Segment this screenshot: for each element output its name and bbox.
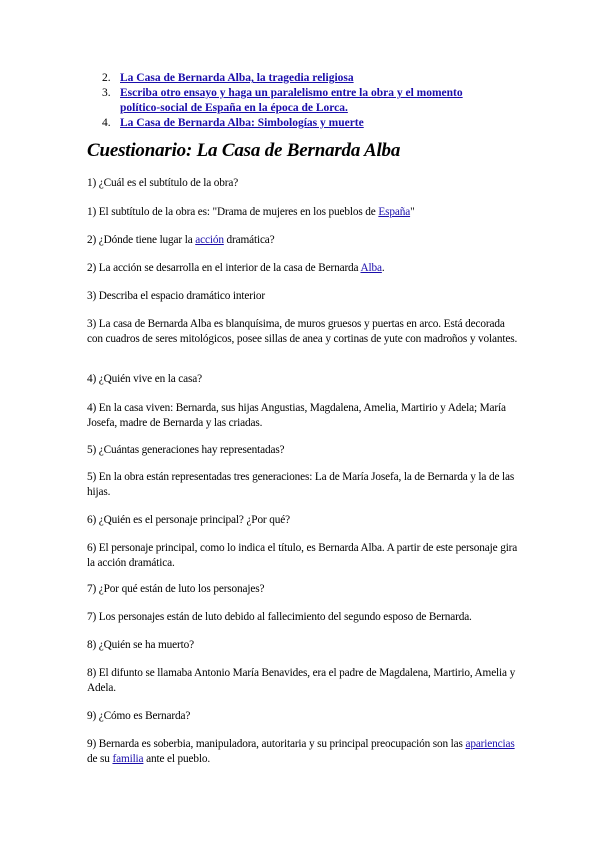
essay-link-paralelismo[interactable]: Escriba otro ensayo y haga un paralelismo entre la obra y el momento político-social de España en la época de Lorca. [120,87,463,114]
answer-9 [87,737,522,766]
list-number: 3. [102,87,111,99]
question-5: 5) ¿Cuántas generaciones hay representadas? [87,444,285,456]
link-accion[interactable]: acción [195,234,224,246]
answer-4: 4) En la casa viven: Bernarda, sus hijas Angustias, Magdalena, Amelia, Martirio y Adela; María Josefa, madre de Bernarda y las criadas. [87,402,506,429]
answer-text: ante el pueblo. [143,752,211,765]
question-4: 4) ¿Quién vive en la casa? [87,373,202,385]
list-number: 4. [102,117,111,129]
page-title: Cuestionario: La Casa de Bernarda Alba [87,140,401,161]
link-familia[interactable]: familia [112,752,144,765]
list-item [102,86,502,116]
question-1: 1) ¿Cuál es el subtítulo de la obra? [87,177,239,189]
answer-text: " [410,206,415,218]
essay-link-simbologias[interactable]: La Casa de Bernarda Alba: Simbologías y muerte [120,117,364,129]
question-9: 9) ¿Cómo es Bernarda? [87,710,191,722]
question-7: 7) ¿Por qué están de luto los personajes? [87,583,265,595]
answer-7: 7) Los personajes están de luto debido al fallecimiento del segundo esposo de Bernarda. [87,611,472,623]
answer-text: . [381,262,385,274]
list-item [102,116,502,131]
answer-text: 2) La acción se desarrolla en el interior de la casa de Bernarda [87,262,361,274]
answer-6: 6) El personaje principal, como lo indica el título, es Bernarda Alba. A partir de este personaje gira la acción dramática. [87,542,518,569]
answer-text: 1) El subtítulo de la obra es: "Drama de mujeres en los pueblos de [87,206,379,218]
answer-text: 9) Bernarda es soberbia, manipuladora, autoritaria y su principal preocupación son las [87,738,466,750]
question-3: 3) Describa el espacio dramático interior [87,290,265,302]
answer-5: 5) En la obra están representadas tres generaciones: La de María Josefa, la de Bernarda y la de las hijas. [87,471,515,498]
list-number: 2. [102,72,111,84]
link-alba[interactable]: Alba [360,262,382,274]
answer-2 [87,261,522,276]
list-item [102,71,502,86]
essay-link-tragedia-religiosa[interactable]: La Casa de Bernarda Alba, la tragedia religiosa [120,72,354,84]
answer-1 [87,205,522,220]
question-2 [87,233,522,248]
question-6: 6) ¿Quién es el personaje principal? ¿Por qué? [87,514,290,526]
answer-8: 8) El difunto se llamaba Antonio María Benavides, era el padre de Magdalena, Martirio, Amelia y Adela. [87,667,516,694]
question-8: 8) ¿Quién se ha muerto? [87,639,194,651]
related-essays-list [102,71,502,131]
question-text: 2) ¿Dónde tiene lugar la [87,234,196,246]
answer-3: 3) La casa de Bernarda Alba es blanquísima, de muros gruesos y puertas en arco. Está decorada con cuadros de seres mitológicos, posee sillas de anea y cortinas de yute con madroños y volantes. [87,318,518,345]
link-apariencias[interactable]: apariencias [465,738,515,750]
answer-text: de su [87,752,113,765]
link-espana[interactable]: España [378,206,411,218]
question-text: dramática? [223,234,275,246]
